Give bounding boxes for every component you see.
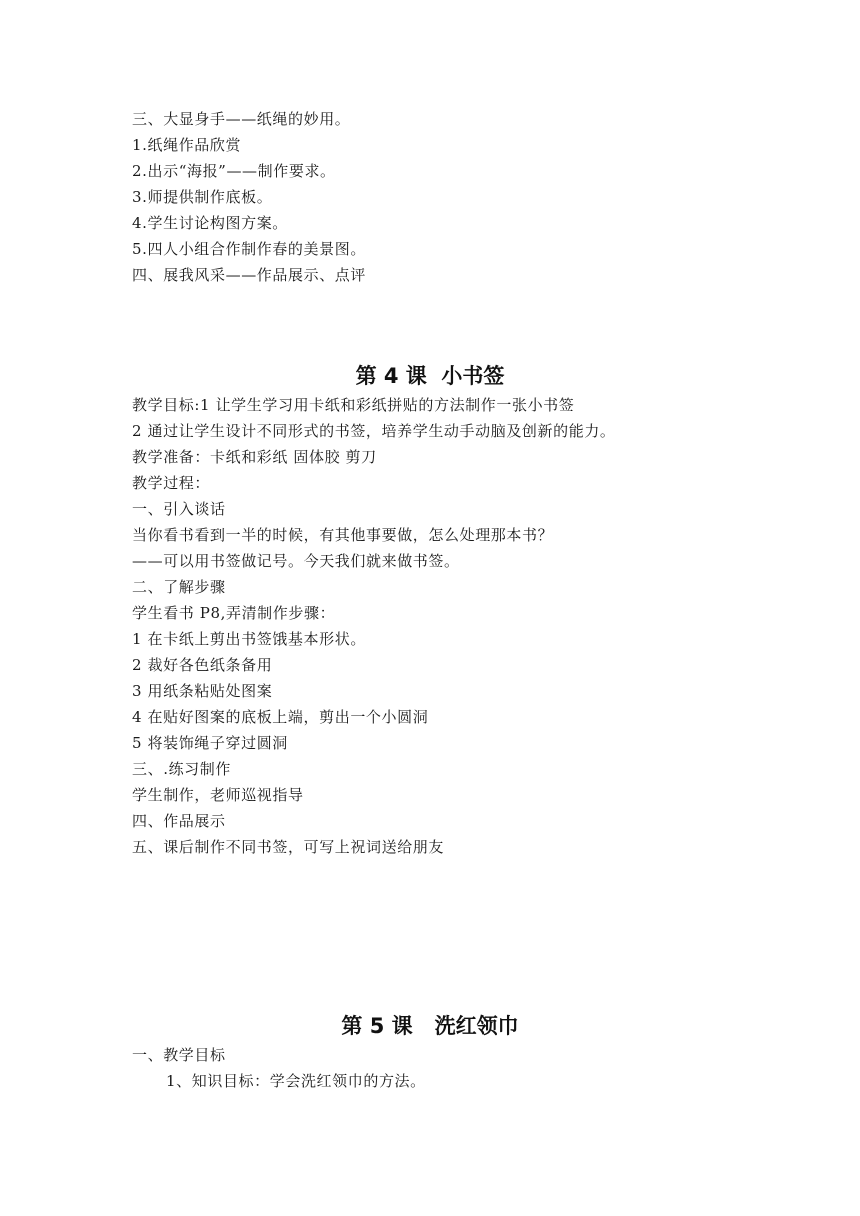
text-line: 2 通过让学生设计不同形式的书签，培养学生动手动脑及创新的能力。 (132, 422, 616, 440)
text-line: 四、作品展示 (132, 812, 226, 830)
text-line: 4 在贴好图案的底板上端，剪出一个小圆洞 (132, 708, 429, 726)
text-line: 二、了解步骤 (132, 578, 226, 596)
text-line: 1.纸绳作品欣赏 (132, 136, 242, 154)
text-line: 学生制作，老师巡视指导 (132, 786, 304, 804)
text-line: ——可以用书签做记号。今天我们就来做书签。 (132, 552, 460, 570)
text-line: 学生看书 P8,弄清制作步骤： (132, 604, 336, 622)
lesson-5-title: 第 5 课 洗红领巾 (341, 1014, 519, 1038)
text-line: 五、课后制作不同书签，可写上祝词送给朋友 (132, 838, 445, 856)
text-line: 三、大显身手——纸绳的妙用。 (132, 110, 351, 128)
text-line: 教学过程： (132, 474, 211, 492)
text-line: 一、教学目标 (132, 1046, 226, 1064)
text-line: 三、.练习制作 (132, 760, 231, 778)
text-line: 3.师提供制作底板。 (132, 188, 273, 206)
lesson-4-title: 第 4 课 小书签 (355, 364, 505, 388)
text-line: 四、展我风采——作品展示、点评 (132, 266, 367, 284)
text-line: 3 用纸条粘贴处图案 (132, 682, 273, 700)
text-line: 4.学生讨论构图方案。 (132, 214, 288, 232)
text-line: 5 将装饰绳子穿过圆洞 (132, 734, 288, 752)
text-line: 教学准备：卡纸和彩纸 固体胶 剪刀 (132, 448, 377, 466)
text-line: 1、知识目标：学会洗红领巾的方法。 (166, 1072, 426, 1090)
text-line: 当你看书看到一半的时候，有其他事要做，怎么处理那本书？ (132, 526, 554, 544)
text-line: 5.四人小组合作制作春的美景图。 (132, 240, 366, 258)
text-line: 一、引入谈话 (132, 500, 226, 518)
text-line: 1 在卡纸上剪出书签饿基本形状。 (132, 630, 366, 648)
text-line: 2 裁好各色纸条备用 (132, 656, 273, 674)
text-line: 2.出示“海报”——制作要求。 (132, 162, 336, 180)
text-line: 教学目标:1 让学生学习用卡纸和彩纸拼贴的方法制作一张小书签 (132, 396, 575, 414)
